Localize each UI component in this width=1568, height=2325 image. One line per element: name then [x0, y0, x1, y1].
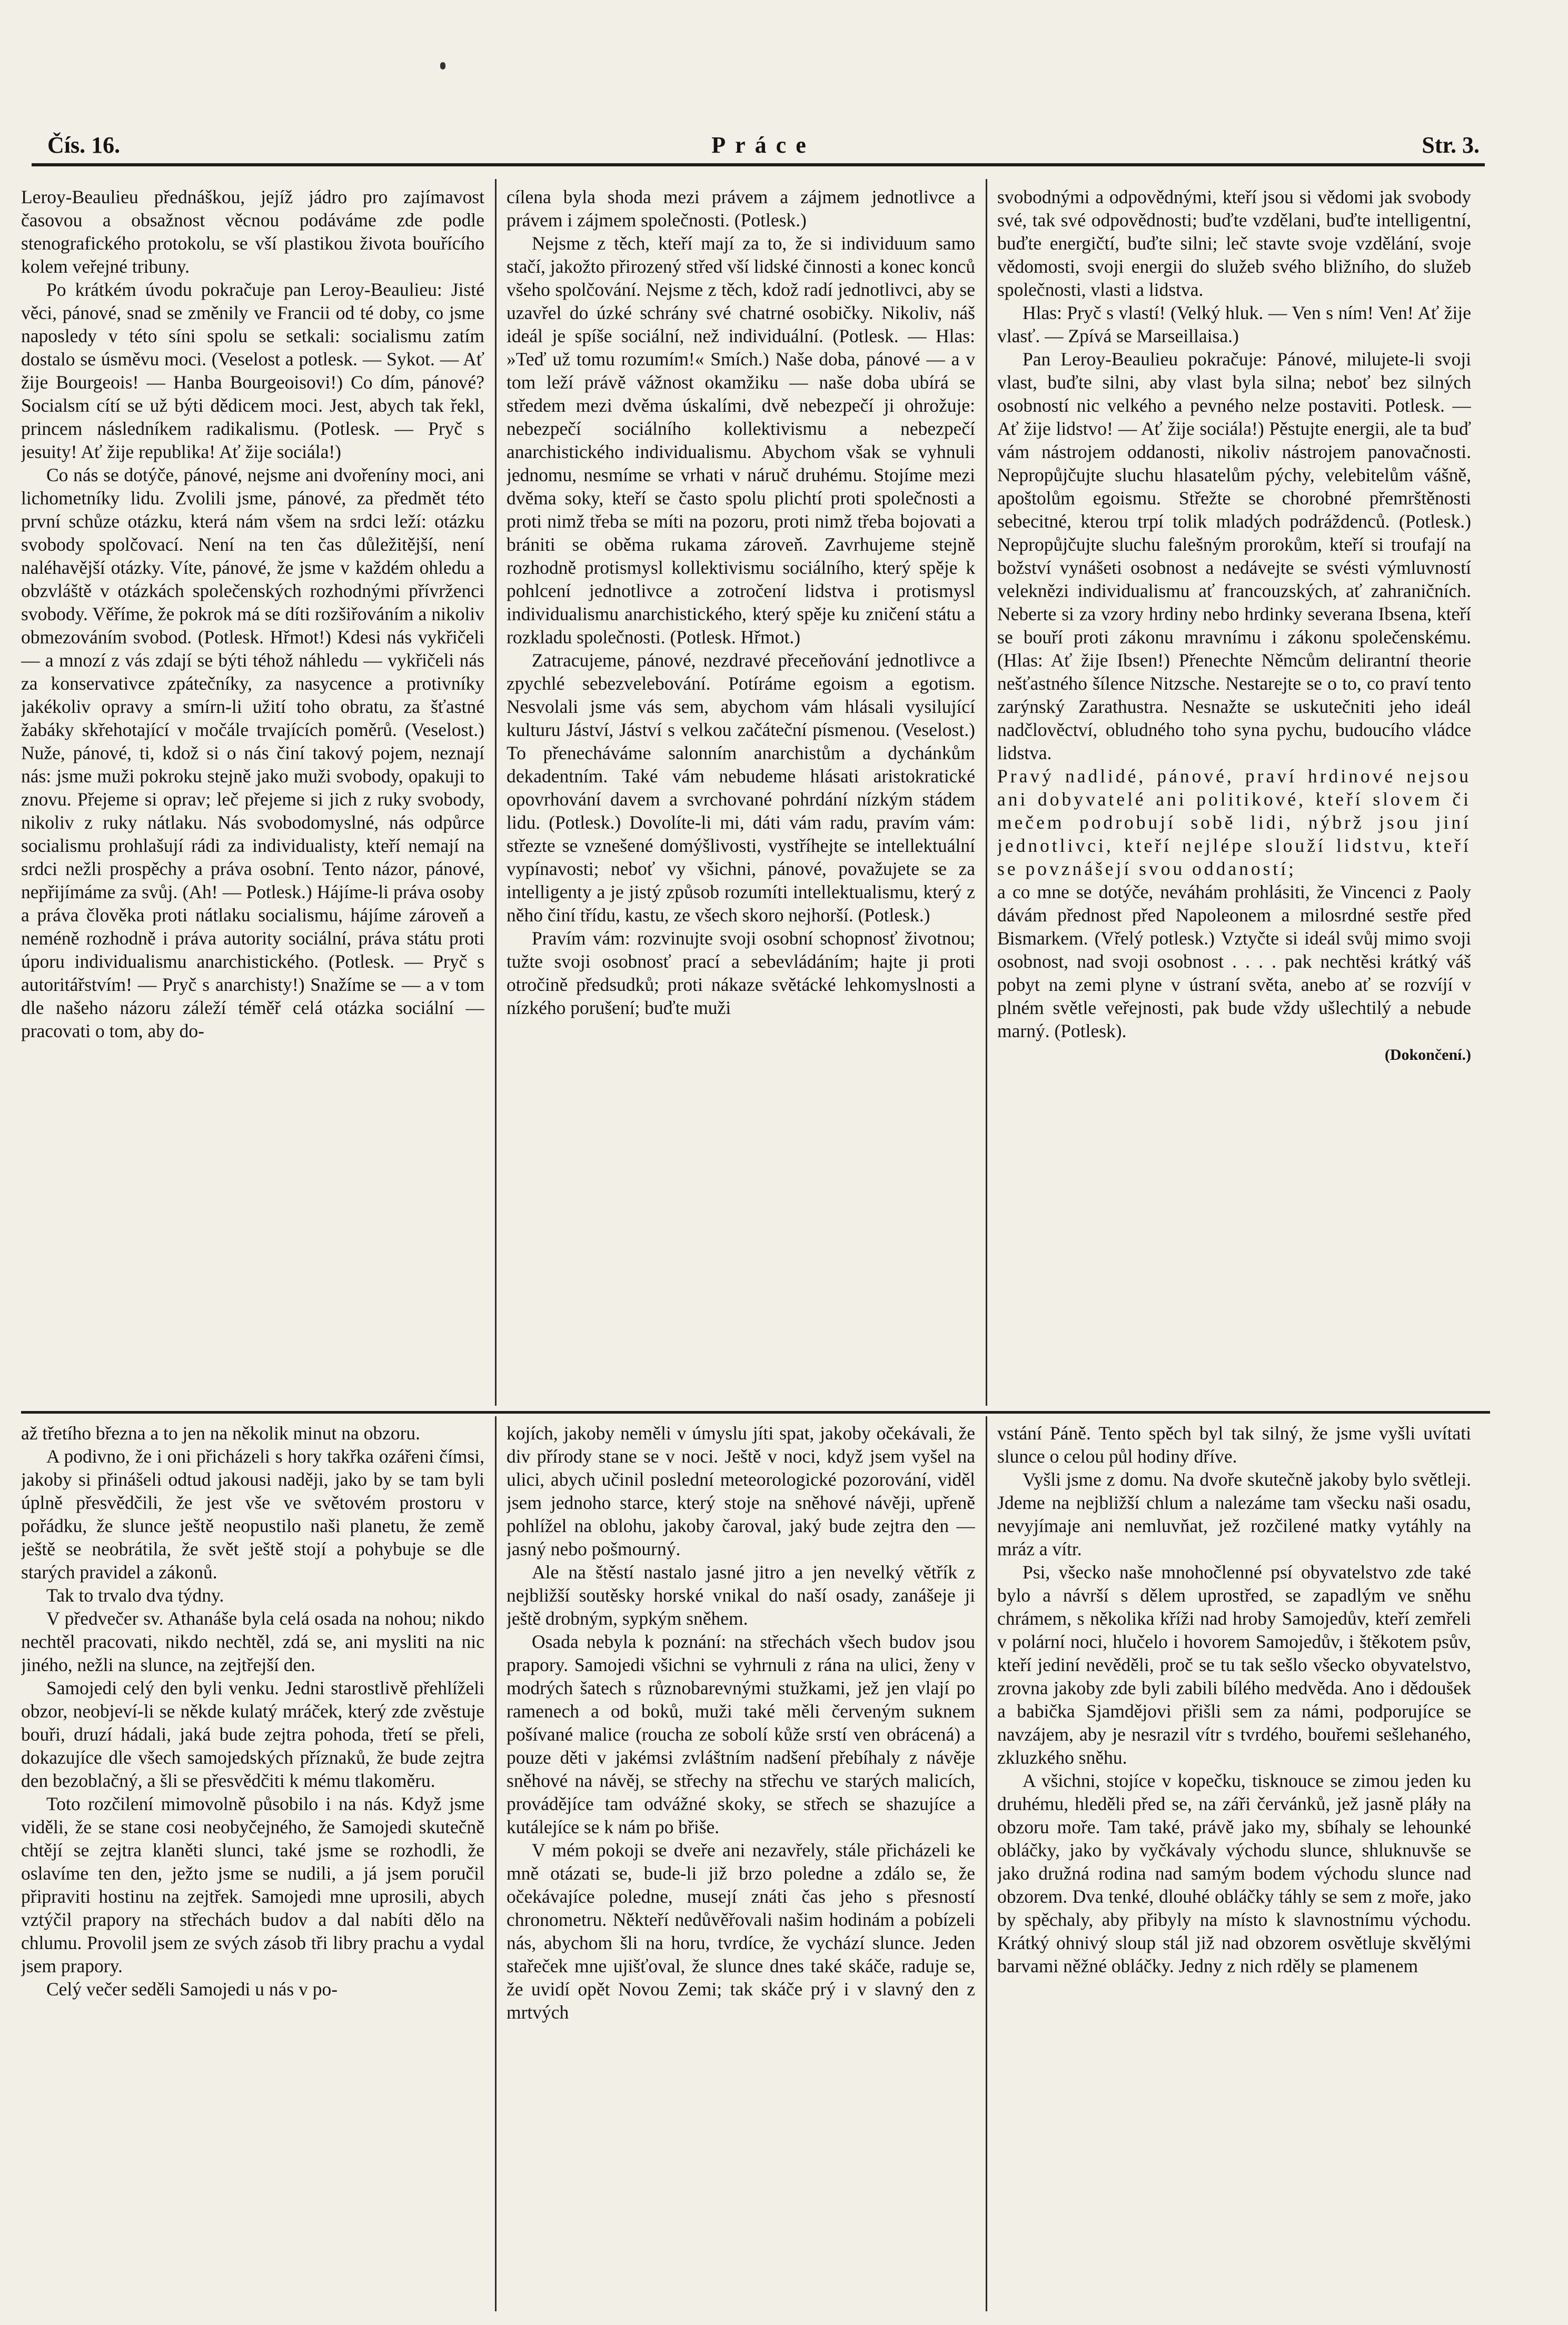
- paragraph: V mém pokoji se dveře ani nezavřely, stále přicházeli ke mně otázati se, bude-li již brzo poledne a zdálo se, že očekávajíce poledne, musejí znáti čas jeho s přesností chronometru. Někteří nedůvěřovali našim hodinám a pobízeli nás, abychom šli na horu, tvrdíce, že vychází slunce. Jeden stařeček mne ujišťoval, že slunce dnes také skáče, raduje se, že uvidí opět Novou Zemi; tak skáče prý i v slavný den z mrtvých: [507, 1840, 975, 2023]
- paragraph: V předvečer sv. Athanáše byla celá osada na nohou; nikdo nechtěl pracovati, nikdo nechtěl, zdá se, ani mysliti na nic jiného, nežli na slunce, na zejtřejší den.: [21, 1608, 484, 1675]
- upper-column-2: [507, 185, 975, 1406]
- column-divider: [986, 1416, 987, 2311]
- paragraph: Leroy-Beaulieu přednáškou, jejíž jádro pro zajímavost časovou a obsažnost věcnou podáváme zde podle stenografického protokolu, se vší plastikou života bouřícího kolem veřejné tribuny.: [21, 186, 484, 277]
- paragraph: Pravím vám: rozvinujte svoji osobní schopnosť životnou; tužte svoji osobnosť prací a sebevládáním; hajte ji proti otročině předsudků; proti nákaze světácké lehkomyslnosti a nízkého porušení; buďte muži: [507, 928, 975, 1018]
- paragraph: Ale na štěstí nastalo jasné jitro a jen nevelký větřík z nejbližší soutěsky horské vnikal do naší osady, zanášeje ji ještě drobným, sypkým sněhem.: [507, 1562, 975, 1629]
- paragraph: Nejsme z těch, kteří mají za to, že si individuum samo stačí, jakožto přirozený střed vší lidské činnosti a konec konců všeho spolčování. Nejsme z těch, kdož radí jednotlivci, aby se uzavřel do úzké schrány své chatrné osobičky. Nikoliv, náš ideál je spíše sociální, než individuální. (Potlesk. — Hlas: »Teď už tomu rozumím!« Smích.) Naše doba, pánové — a v tom leží právě vážnost okamžiku — naše doba ubírá se středem mezi dvěma úskalími, dvě nebezpečí ji ohrožuje: nebezpečí sociálního kollektivismu a nebezpečí anarchistického individualismu. Abychom však se vyhnuli jednomu, nesmíme se vrhati v náruč druhému. Stojíme mezi dvěma soky, kteří se často spolu plichtí proti společnosti a proti nimž třeba se míti na pozoru, proti nimž třeba bojovati a brániti se oběma rukama zároveň. Zavrhujeme stejně rozhodně protismysl kollektivismu sociálního, který spěje k pohlcení jednotlivce a zotročení lidstva i protismysl individualismu anarchistického, který spěje ku zničení státu a rozkladu společnosti. (Potlesk. Hřmot.): [507, 233, 975, 648]
- paragraph: cílena byla shoda mezi právem a zájmem jednotlivce a právem i zájmem společnosti. (Potlesk.): [507, 186, 975, 231]
- paragraph: Tak to trvalo dva týdny.: [46, 1585, 224, 1606]
- header-rule: [32, 163, 1485, 166]
- issue-number: Čís. 16.: [47, 132, 121, 158]
- paragraph: Vyšli jsme z domu. Na dvoře skutečně jakoby bylo světleji. Jdeme na nejbližší chlum a nalezáme tam všecku naši osadu, nevyjímaje ani nemluvňat, jež rozčilené matky vytáhly na mráz a vítr.: [997, 1469, 1471, 1559]
- paragraph: Zatracujeme, pánové, nezdravé přeceňování jednotlivce a zpychlé sebezvelebování. Potíráme egoism a egotism. Nesvolali jsme vás sem, abychom vám hlásali vysilující kulturu Jáství, Jáství s velkou začáteční písmenou. (Veselost.) To přenecháváme salonním anarchistům a dychánkům dekadentním. Také vám nebudeme hlásati aristokratické opovrhování davem a svrchované pohrdání nízkým stádem lidu. (Potlesk.) Dovolíte-li mi, dáti vám radu, pravím vám: střezte se vznešené domýšlivosti, vystříhejte se intellektuální vypínavosti; neboť vy všichni, pánové, považujete se za intelligenty a je jistý způsob rozumíti intellektualismu, který z něho činí třídu, kastu, ze všech skoro nejhorší. (Potlesk.): [507, 650, 975, 926]
- page-number: Str. 3.: [1422, 132, 1480, 158]
- column-divider: [495, 179, 497, 1406]
- paragraph: Samojedi celý den byli venku. Jedni starostlivě přehlíželi obzor, neobjeví-li se někde kulatý mráček, který zde zvěstuje bouři, druzí hádali, jaká bude zejtra pohoda, třetí se přeli, dokazujíce dle všech samojedských příznaků, že bude zejtra den bezoblačný, a šli se přesvědčiti k mému tlakoměru.: [21, 1677, 484, 1791]
- lower-column-2: [507, 1422, 975, 2311]
- section-separator: [21, 1411, 1490, 1414]
- lower-column-1: [21, 1422, 484, 2311]
- paragraph: Psi, všecko naše mnohočlenné psí obyvatelstvo zde také bylo a návrší s dělem uprostřed, se zapadlým ve sněhu chrámem, s několika kříži nad hroby Samojedův, kteří zemřeli v polární noci, hlučelo i hovorem Samojedův, i štěkotem psův, kteří jediní nevěděli, proč se tu tak sešlo všecko obyvatelstvo, zrovna jakoby zde byli zabili bílého medvěda. Ano i dědoušek a babička Sjamdějovi přišli sem za námi, podporujíce se navzájem, aby je nesrazil vítr s tvrdého, bouřemi sešlehaného, zkluzkého sněhu.: [997, 1562, 1471, 1768]
- paragraph: Po krátkém úvodu pokračuje pan Leroy-Beaulieu: Jisté věci, pánové, snad se změnily ve Francii od té doby, co jsme naposledy v této síni spolu se setkali: socialismu zatím dostalo se úsměvu moci. (Veselost a potlesk. — Sykot. — Ať žije Bourgeois! — Hanba Bourgeoisovi!) Co dím, pánové? Socialsm cítí se už býti dědicem moci. Jest, abych tak řekl, princem následníkem radikalismu. (Potlesk. — Pryč s jesuity! Ať žije republika! Ať žije sociála!): [21, 279, 484, 462]
- paragraph: svobodnými a odpovědnými, kteří jsou si vědomi jak svobody své, tak své odpovědnosti; buďte vzdělani, buďte intelligentní, buďte energičtí, buďte silni; leč stavte svoje vzdělání, svoje vědomosti, svoji energii do služeb svého bližního, do služeb společnosti, vlasti a lidstva.: [997, 186, 1471, 300]
- paragraph: A všichni, stojíce v kopečku, tisknouce se zimou jeden ku druhému, hleděli před se, na záři červánků, jež jasně pláły na obzoru moře. Tam také, právě jako my, sbíhaly se lehounké obláčky, jako by vyčkávaly východu slunce, shluknuvše se jako družná rodina nad samým bodem východu slunce nad obzorem. Dva tenké, dlouhé obláčky táhly se sem z moře, jako by spěchaly, aby přibyly na místo k slavnostnímu východu. Krátký ohnivý sloup stál již nad obzorem osvětluje skvělými barvami něžné obláčky. Jedny z nich rděly se plamenem: [997, 1770, 1471, 1976]
- paragraph: a co mne se dotýče, neváhám prohlásiti, že Vincenci z Paoly dávám přednost před Napoleonem a milosrdné sestře před Bismarkem. (Vřelý potlesk.) Vztyčte si ideál svůj mimo svoji osobnost, nad svoji osobnost . . . . pak nechtěsi krátký váš pobyt na zemi plyne v ústraní světa, anebo ať se rozvíjí v plném světle veřejnosti, pak bude vždy ušlechtilý a nebude marný. (Potlesk).: [997, 881, 1471, 1041]
- page-header: [47, 126, 1480, 163]
- upper-column-3: [997, 185, 1471, 1406]
- column-divider: [986, 179, 987, 1406]
- paragraph: Osada nebyla k poznání: na střechách všech budov jsou prapory. Samojedi všichni se vyhrnuli z rána na ulici, ženy v modrých šatech s různobarevnými stužkami, jež jen vlají po ramenech a od boků, muži také měli červeným suknem pošívané malice (roucha ze sobolí kůže srstí ven obrácená) a pouze děti v jakémsi zvláštním nadšení přebíhaly z návěje sněhové na návěj, se střechy na střechu ve starých malicích, provádějíce tam odvážné skoky, se střech se shazujíce a kutálejíce se k nám po břiše.: [507, 1631, 975, 1837]
- paragraph: Celý večer seděli Samojedi u nás v po-: [46, 1979, 338, 2000]
- ink-speck: [440, 62, 445, 69]
- paragraph: Hlas: Pryč s vlastí! (Velký hluk. — Ven s ním! Ven! Ať žije vlasť. — Zpívá se Marseillaisa.): [997, 302, 1471, 346]
- paragraph: Co nás se dotýče, pánové, nejsme ani dvořeníny moci, ani lichometníky lidu. Zvolili jsme, pánové, za předmět této první schůze otázku, která nám všem na srdci leží: otázku svobody spolčovací. Není na ten čas důležitější, není naléhavější otázky. Víte, pánové, že jsme v každém ohledu a obzvláště v otázkách společenských rozhodnými přívrženci svobody. Věříme, že pokrok má se díti rozšiřováním a nikoliv obmezováním svobod. (Potlesk. Hřmot!) Kdesi nás vykřičeli — a mnozí z vás zdají se býti téhož náhledu — vykřičeli nás za konservativce zpátečníky, za nasycence a protivníky jakékoliv opravy a smírn-li užití toho obratu, za šťastné žabáky skřehotající v močále trvajících poměrů. (Veselost.) Nuže, pánové, ti, kdož si o nás činí takový pojem, neznají nás: jsme muži pokroku stejně jako muži svobody, opakuji to znovu. Přejeme si oprav; leč přejeme si jich z ruky svobody, nikoliv z ruky nátlaku. Nás svobodomyslné, nás odpůrce socialismu prohlašují rádi za individualisty, kteří nemají na srdci nežli prospěchy a práva osobní. Tento názor, pánové, nepřijímáme za svůj. (Ah! — Potlesk.) Hájíme-li práva osoby a práva člověka proti nátlaku socialismu, hájíme zároveň a neméně rozhodně i práva autority sociální, práva státu proti úporu individualismu anarchistického. (Potlesk. — Pryč s autoritářstvím! — Pryč s anarchisty!) Snažíme se — a v tom dle našeho názoru záleží téměř celá otázka sociální — pracovati o tom, aby do-: [21, 464, 484, 1041]
- paragraph: Pan Leroy-Beaulieu pokračuje: Pánové, milujete-li svoji vlast, buďte silni, aby vlast byla silna; neboť bez silných osobností nic velkého a pevného nelze postaviti. Potlesk. — Ať žije lidstvo! — Ať žije sociála!) Pěstujte energii, ale ta buď vám nástrojem oddanosti, nikoliv nástrojem panovačnosti. Nepropůjčujte sluchu hlasatelům pýchy, velebitelům vášně, apoštolům egoismu. Střežte se chorobné přemrštěnosti sebecitné, kterou trpí tolik mladých podráždenců. (Potlesk.) Nepropůjčujte sluchu falešným prorokům, kteří si troufají na božství vynášeti osobnost a nedávejte se svésti výmluvností veleknězi individualismu ať francouzských, ať zahraničních. Neberte si za vzory hrdiny nebo hrdinky severana Ibsena, kteří se bouří proti zákonu mravnímu i zákonu společenskému. (Hlas: Ať žije Ibsen!) Přenechte Němcům delirantní theorie nešťastného šílence Nitzsche. Nestarejte se o to, co praví tento zarýnský Zarathustra. Nesnažte se uskutečniti jeho ideál nadčlověctví, obludného toho syna pychu, budoucího vládce lidstva.: [997, 349, 1471, 763]
- newspaper-title: Práce: [711, 132, 816, 158]
- spaced-emphasis-paragraph: Pravý nadlidé, pánové, praví hrdinové nejsou ani dobyvatelé ani politikové, kteří slovem či mečem podrobují sobě lidi, nýbrž jsou jiní jednotlivci, kteří nejlépe slouží lidstvu, kteří se povznášejí svou oddaností;: [997, 766, 1471, 879]
- lower-column-3: [997, 1422, 1471, 2311]
- upper-column-1: [21, 185, 484, 1406]
- paragraph: až třetího března a to jen na několik minut na obzoru.: [21, 1423, 421, 1444]
- paragraph: kojích, jakoby neměli v úmyslu jíti spat, jakoby očekávali, že div přírody stane se v noci. Ještě v noci, když jsem vyšel na ulici, abych učinil poslední meteorologické pozorování, viděl jsem jednoho starce, který stoje na sněhové návěji, upřeně pohlížel na oblohu, jakoby čaroval, jaký bude zejtra den — jasný nebo pošmourný.: [507, 1423, 975, 1559]
- column-divider: [495, 1416, 497, 2311]
- continuation-note: (Dokončení.): [1384, 1046, 1471, 1064]
- paragraph: vstání Páně. Tento spěch byl tak silný, že jsme vyšli uvítati slunce o celou půl hodiny dříve.: [997, 1423, 1471, 1467]
- paragraph: A podivno, že i oni přicházeli s hory takřka ozářeni čímsi, jakoby si přinášeli odtud jakousi naději, jako by se tam byli úplně přesvědčili, že jest vše ve světovém prostoru v pořádku, že slunce ještě neopustilo naši planetu, že země ještě se neobrátila, že svět ještě stojí a pohybuje se dle starých pravidel a zákonů.: [21, 1446, 484, 1583]
- paragraph: Toto rozčilení mimovolně působilo i na nás. Když jsme viděli, že se stane cosi neobyčejného, že Samojedi skutečně chtějí se zejtra klaněti slunci, také jsme se rozhodli, že oslavíme ten den, ježto jsme se nudili, a já jsem poručil připraviti hostinu na zejtřek. Samojedi mne uprosili, abych vztýčil prapory na střechách budov a dal nabíti dělo na chlumu. Provolil jsem ze svých zásob tři libry prachu a vydal jsem prapory.: [21, 1793, 484, 1976]
